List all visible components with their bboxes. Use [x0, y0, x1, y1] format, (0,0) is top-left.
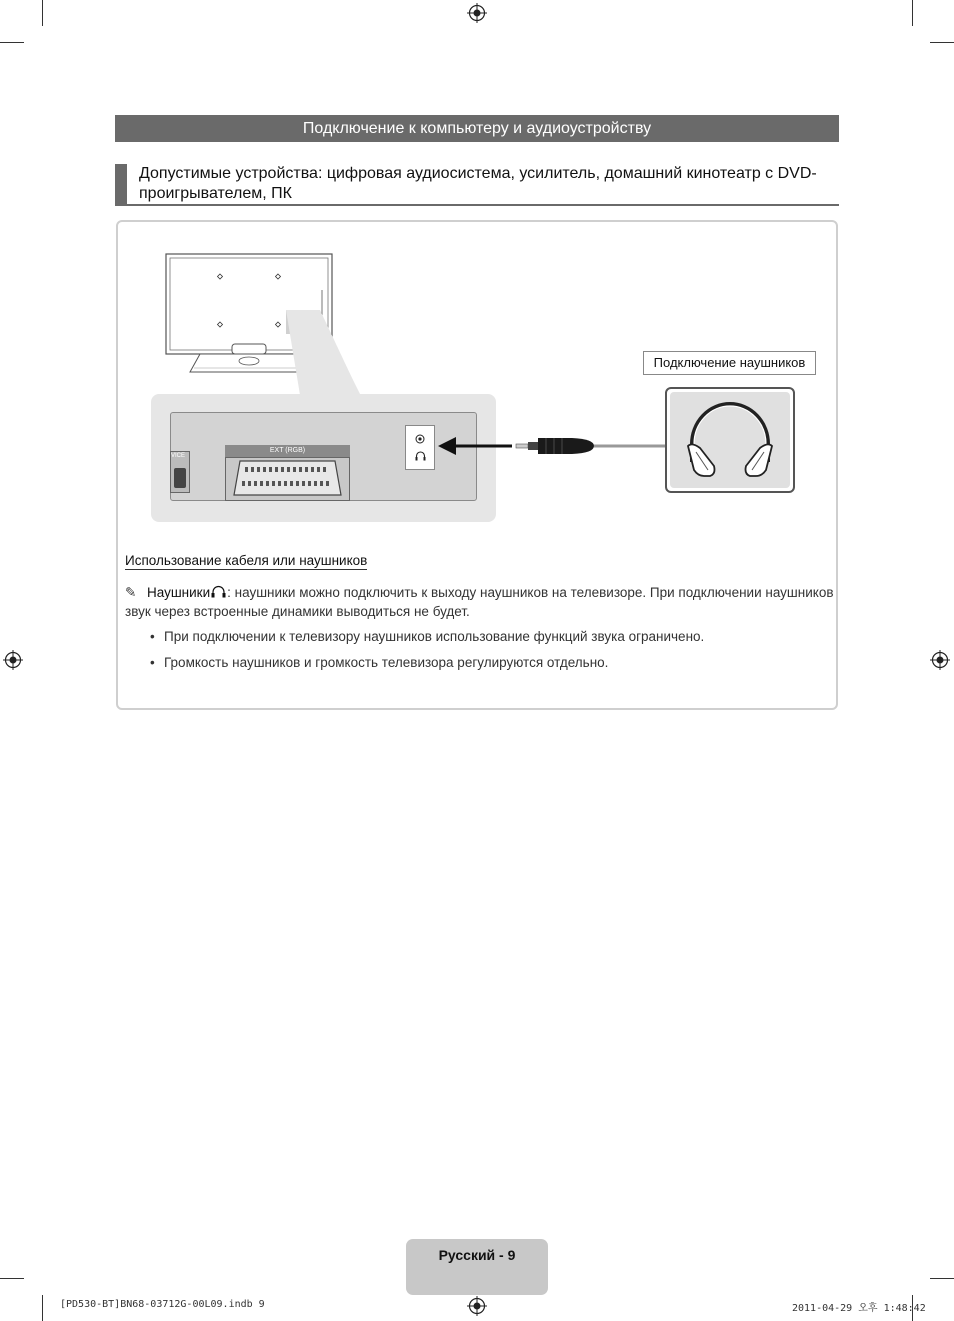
headphones-note: [125, 583, 837, 621]
arrow-left-icon: [438, 437, 456, 455]
headphone-jack-panel: [405, 425, 435, 470]
devices-heading-text: Допустимые устройства: цифровая аудиосистема, усилитель, домашний кинотеатр с DVD-проигрывателем, ПК: [139, 165, 817, 202]
trim-mark: [42, 1295, 43, 1321]
footer-file: [PD530-BT]BN68-03712G-00L09.indb 9: [60, 1299, 265, 1310]
list-item: [150, 655, 830, 670]
devices-heading: [115, 164, 839, 206]
scart-port: [225, 457, 350, 501]
footer-timestamp: 2011-04-29 오후 1:48:42: [792, 1303, 926, 1314]
note-term: Наушники: [147, 585, 211, 600]
bullet-dot: •: [150, 629, 155, 644]
trim-mark: [0, 1278, 24, 1279]
headphone-jack-icon: [414, 433, 426, 445]
note-text: : наушники можно подключить к выходу наушников на телевизоре. При подключении наушников звук через встроенные динамики выводиться не будет.: [125, 585, 834, 619]
headphone-connection-callout: Подключение наушников: [643, 351, 816, 375]
bullet-text: При подключении к телевизору наушников использование функций звука ограничено.: [164, 629, 705, 644]
headphones-icon: [670, 392, 790, 488]
section-title: Подключение к компьютеру и аудиоустройству: [115, 115, 839, 142]
bullet-text: Громкость наушников и громкость телевизора регулируются отдельно.: [164, 655, 609, 670]
page-number-tab: Русский - 9: [406, 1239, 548, 1295]
usage-heading: Использование кабеля или наушников: [125, 553, 368, 568]
headphone-symbol-icon: [415, 451, 426, 461]
trim-mark: [912, 0, 913, 26]
zoom-wedge: [280, 305, 390, 400]
registration-mark-icon: [930, 650, 950, 670]
side-connector: [170, 451, 190, 493]
trim-mark: [930, 42, 954, 43]
trim-mark: [0, 42, 24, 43]
side-connector-socket: [174, 468, 186, 488]
scart-label-strip: [225, 445, 350, 457]
scart-label: EXT (RGB): [269, 447, 306, 454]
trim-mark: [42, 0, 43, 26]
registration-mark-icon: [467, 1296, 487, 1316]
side-connector-label: VICE: [171, 453, 186, 459]
pencil-note-icon: ✎: [125, 585, 137, 600]
registration-mark-icon: [3, 650, 23, 670]
registration-mark-icon: [467, 3, 487, 23]
trim-mark: [930, 1278, 954, 1279]
list-item: [150, 629, 830, 644]
bullet-dot: •: [150, 655, 155, 670]
headphone-symbol-icon: [210, 585, 227, 598]
headphone-cable: [436, 432, 668, 460]
